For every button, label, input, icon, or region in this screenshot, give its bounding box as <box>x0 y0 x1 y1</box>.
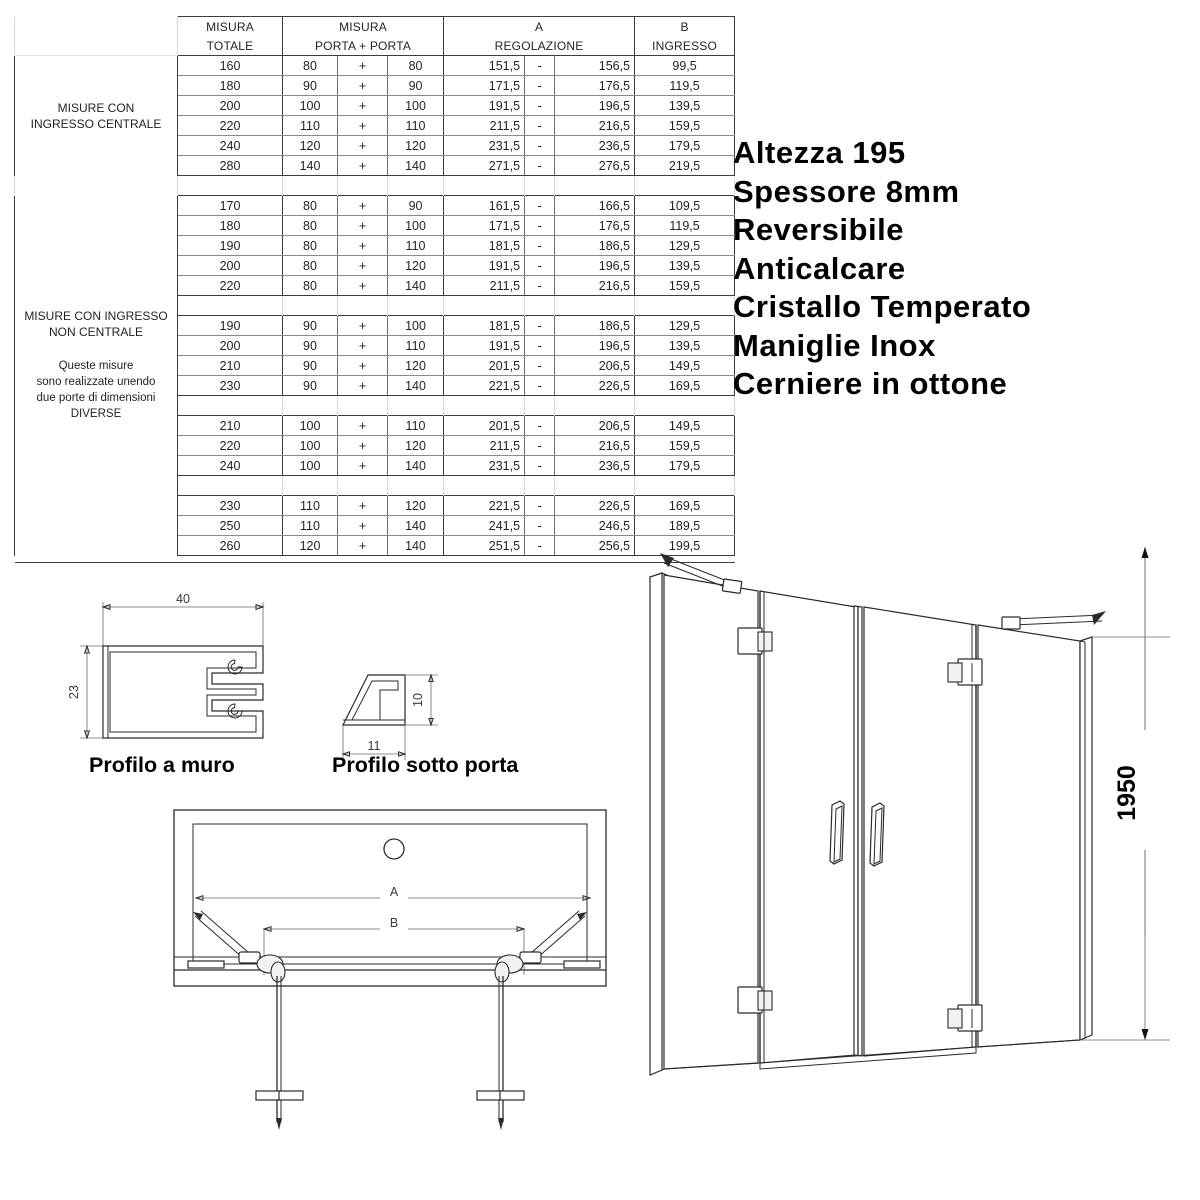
cell-a-min: 161,5 <box>444 196 525 216</box>
cell-a-max: 216,5 <box>555 436 635 456</box>
header-misura-porta-bottom: PORTA + PORTA <box>283 36 444 56</box>
cell-a-max: 166,5 <box>555 196 635 216</box>
wall-profile-drawing <box>67 592 263 777</box>
hinge-right-bottom <box>948 1005 982 1031</box>
cell-a-dash: - <box>525 376 555 396</box>
header-misura-totale-bottom: TOTALE <box>178 36 283 56</box>
door-bottom-profile-section <box>343 675 405 725</box>
cell-porta1: 110 <box>283 116 338 136</box>
cell-b: 139,5 <box>635 336 735 356</box>
cell-a-dash: - <box>525 436 555 456</box>
spacer-cell <box>338 176 388 196</box>
cell-b: 149,5 <box>635 356 735 376</box>
section1-label-line1: MISURE CON <box>57 100 135 115</box>
cell-a-min: 241,5 <box>444 516 525 536</box>
plan-dimension-b-label: B <box>389 916 399 930</box>
cell-plus: + <box>338 76 388 96</box>
header-misura-totale-top: MISURA <box>178 17 283 37</box>
wall-profile-height-label: 23 <box>67 685 81 699</box>
spacer-cell <box>283 476 338 496</box>
cell-a-dash: - <box>525 216 555 236</box>
spec-line-altezza: Altezza 195 <box>733 135 906 170</box>
cell-b: 129,5 <box>635 236 735 256</box>
cell-a-max: 156,5 <box>555 56 635 76</box>
cell-totale: 250 <box>178 516 283 536</box>
cell-porta1: 80 <box>283 196 338 216</box>
cell-b: 199,5 <box>635 536 735 556</box>
section1-label-line2: INGRESSO CENTRALE <box>30 116 162 131</box>
spacer-cell <box>15 176 178 196</box>
cell-porta2: 110 <box>388 236 444 256</box>
cell-a-dash: - <box>525 236 555 256</box>
wall-profile-width-label: 40 <box>176 592 190 606</box>
cell-totale: 240 <box>178 456 283 476</box>
section2-label <box>15 196 178 556</box>
cell-plus: + <box>338 256 388 276</box>
spacer-cell <box>555 396 635 416</box>
bottom-cell <box>15 556 178 563</box>
cell-totale: 200 <box>178 256 283 276</box>
cell-porta2: 110 <box>388 116 444 136</box>
plan-right-open-door <box>498 976 504 1130</box>
cell-b: 159,5 <box>635 276 735 296</box>
spacer-cell <box>388 476 444 496</box>
cell-a-dash: - <box>525 256 555 276</box>
cell-b: 119,5 <box>635 76 735 96</box>
spacer-cell <box>283 296 338 316</box>
spacer-cell <box>338 296 388 316</box>
cell-a-dash: - <box>525 456 555 476</box>
cell-a-min: 211,5 <box>444 436 525 456</box>
spacer-cell <box>283 176 338 196</box>
spacer-cell <box>388 176 444 196</box>
cell-a-max: 276,5 <box>555 156 635 176</box>
plan-left-handle <box>256 1091 303 1100</box>
cell-totale: 210 <box>178 416 283 436</box>
spacer-cell <box>525 296 555 316</box>
cell-a-dash: - <box>525 96 555 116</box>
right-fixed-glass-panel <box>978 625 1080 1047</box>
cell-porta1: 120 <box>283 136 338 156</box>
wall-profile-caption: Profilo a muro <box>89 753 235 777</box>
cell-a-min: 191,5 <box>444 256 525 276</box>
cell-a-max: 186,5 <box>555 236 635 256</box>
spacer-cell <box>178 476 283 496</box>
cell-b: 189,5 <box>635 516 735 536</box>
cell-plus: + <box>338 376 388 396</box>
cell-a-min: 211,5 <box>444 276 525 296</box>
cell-porta1: 90 <box>283 316 338 336</box>
cell-b: 139,5 <box>635 96 735 116</box>
cell-a-dash: - <box>525 336 555 356</box>
cell-totale: 190 <box>178 316 283 336</box>
cell-a-max: 226,5 <box>555 376 635 396</box>
cell-a-max: 176,5 <box>555 216 635 236</box>
cell-porta2: 90 <box>388 196 444 216</box>
cell-a-min: 221,5 <box>444 376 525 396</box>
right-wall-post <box>1080 637 1092 1040</box>
wall-profile-section <box>103 646 263 738</box>
cell-a-max: 186,5 <box>555 316 635 336</box>
cell-plus: + <box>338 496 388 516</box>
cell-a-max: 246,5 <box>555 516 635 536</box>
cell-porta1: 80 <box>283 216 338 236</box>
cell-b: 129,5 <box>635 316 735 336</box>
cell-a-max: 216,5 <box>555 276 635 296</box>
cell-porta1: 80 <box>283 276 338 296</box>
hinge-left-top <box>738 628 772 654</box>
header-b-top: B <box>635 17 735 37</box>
cell-porta2: 100 <box>388 96 444 116</box>
cell-porta2: 120 <box>388 256 444 276</box>
cell-a-dash: - <box>525 516 555 536</box>
header-corner-cell-2 <box>15 36 178 56</box>
cell-porta1: 120 <box>283 536 338 556</box>
cell-porta2: 100 <box>388 216 444 236</box>
cell-totale: 190 <box>178 236 283 256</box>
cell-plus: + <box>338 316 388 336</box>
centre-meeting-stiles <box>854 606 862 1056</box>
cell-totale: 220 <box>178 276 283 296</box>
cell-porta2: 140 <box>388 156 444 176</box>
spacer-cell <box>338 396 388 416</box>
plan-right-stabilizer-bar <box>520 911 587 963</box>
cell-a-dash: - <box>525 316 555 336</box>
section2-label-line1: MISURE CON INGRESSO <box>24 308 168 323</box>
spec-line-spessore: Spessore 8mm <box>733 173 960 209</box>
cell-a-dash: - <box>525 276 555 296</box>
stabilizer-bar-right <box>1002 611 1106 629</box>
spacer-cell <box>388 296 444 316</box>
cell-plus: + <box>338 136 388 156</box>
plan-left-stabilizer-bar <box>193 911 260 963</box>
cell-porta2: 140 <box>388 376 444 396</box>
cell-plus: + <box>338 356 388 376</box>
cell-a-dash: - <box>525 136 555 156</box>
table-bottom-row <box>15 556 735 563</box>
cell-b: 179,5 <box>635 136 735 156</box>
cell-porta2: 140 <box>388 536 444 556</box>
plan-dimension-b <box>264 916 524 975</box>
cell-porta1: 140 <box>283 156 338 176</box>
cell-plus: + <box>338 216 388 236</box>
cell-a-min: 201,5 <box>444 356 525 376</box>
cell-porta1: 100 <box>283 456 338 476</box>
plan-dimension-a <box>196 885 590 900</box>
header-b-bottom: INGRESSO <box>635 36 735 56</box>
spacer-cell <box>635 296 735 316</box>
cell-a-dash: - <box>525 496 555 516</box>
spacer-cell <box>444 396 525 416</box>
cell-porta1: 100 <box>283 436 338 456</box>
hinge-left-bottom <box>738 987 772 1013</box>
cell-b: 119,5 <box>635 216 735 236</box>
hinge-right-top <box>948 659 982 685</box>
cell-totale: 200 <box>178 336 283 356</box>
cell-a-min: 171,5 <box>444 216 525 236</box>
cell-totale: 280 <box>178 156 283 176</box>
cell-b: 179,5 <box>635 456 735 476</box>
cell-a-min: 221,5 <box>444 496 525 516</box>
cell-totale: 180 <box>178 76 283 96</box>
section2-note-line1: Queste misure <box>58 359 134 372</box>
spec-line-cerniere: Cerniere in ottone <box>733 366 1008 401</box>
plan-left-door-assembly <box>193 911 303 1130</box>
cell-totale: 170 <box>178 196 283 216</box>
cell-a-max: 236,5 <box>555 456 635 476</box>
spacer-cell <box>444 176 525 196</box>
spacer-cell <box>555 176 635 196</box>
cell-a-max: 256,5 <box>555 536 635 556</box>
section1-label <box>15 56 178 176</box>
cell-plus: + <box>338 236 388 256</box>
cell-a-max: 236,5 <box>555 136 635 156</box>
plan-dimension-a-label: A <box>389 885 399 899</box>
spacer-cell <box>555 296 635 316</box>
cell-plus: + <box>338 96 388 116</box>
cell-plus: + <box>338 416 388 436</box>
spacer-cell <box>635 476 735 496</box>
cell-a-dash: - <box>525 76 555 96</box>
cell-porta2: 110 <box>388 336 444 356</box>
cell-a-max: 196,5 <box>555 96 635 116</box>
cell-plus: + <box>338 436 388 456</box>
cell-a-min: 271,5 <box>444 156 525 176</box>
cell-a-min: 211,5 <box>444 116 525 136</box>
cell-totale: 220 <box>178 436 283 456</box>
cell-a-max: 196,5 <box>555 256 635 276</box>
cell-porta1: 90 <box>283 76 338 96</box>
spacer-cell <box>525 476 555 496</box>
table-row <box>15 196 735 216</box>
cell-b: 109,5 <box>635 196 735 216</box>
spec-line-cristallo: Cristallo Temperato <box>733 289 1032 324</box>
table-header-row-top <box>15 17 735 37</box>
spacer-cell <box>635 396 735 416</box>
cell-porta2: 120 <box>388 436 444 456</box>
door-bottom-profile-drawing <box>332 675 519 777</box>
cell-a-min: 231,5 <box>444 456 525 476</box>
cell-plus: + <box>338 156 388 176</box>
left-door-handle <box>830 801 844 864</box>
cell-totale: 230 <box>178 376 283 396</box>
door-bottom-profile-height-dimension <box>405 675 438 725</box>
spacer-cell <box>178 296 283 316</box>
spec-line-maniglie: Maniglie Inox <box>733 327 936 363</box>
plan-left-open-door <box>276 976 282 1130</box>
cell-porta1: 100 <box>283 416 338 436</box>
cell-plus: + <box>338 116 388 136</box>
cell-porta2: 140 <box>388 276 444 296</box>
cell-porta1: 90 <box>283 376 338 396</box>
cell-porta2: 140 <box>388 456 444 476</box>
cell-totale: 260 <box>178 536 283 556</box>
elevation-isometric-drawing <box>640 535 1200 1185</box>
header-a-bottom: REGOLAZIONE <box>444 36 635 56</box>
spacer-cell <box>388 396 444 416</box>
cell-b: 159,5 <box>635 116 735 136</box>
cell-a-dash: - <box>525 536 555 556</box>
cell-b: 99,5 <box>635 56 735 76</box>
cell-porta1: 80 <box>283 236 338 256</box>
cell-b: 219,5 <box>635 156 735 176</box>
spacer-cell <box>338 476 388 496</box>
cell-porta2: 80 <box>388 56 444 76</box>
table-header-row-bottom <box>15 36 735 56</box>
cell-totale: 240 <box>178 136 283 156</box>
cell-a-min: 171,5 <box>444 76 525 96</box>
header-a-top: A <box>444 17 635 37</box>
profile-details-drawing <box>60 580 640 790</box>
cell-totale: 230 <box>178 496 283 516</box>
cell-a-min: 181,5 <box>444 236 525 256</box>
section2-note-line3: due porte di dimensioni <box>36 391 156 404</box>
cell-porta1: 80 <box>283 256 338 276</box>
cell-porta2: 110 <box>388 416 444 436</box>
spacer-cell <box>555 476 635 496</box>
cell-a-max: 196,5 <box>555 336 635 356</box>
cell-porta1: 90 <box>283 356 338 376</box>
cell-a-min: 231,5 <box>444 136 525 156</box>
spacer-cell <box>178 176 283 196</box>
cell-totale: 180 <box>178 216 283 236</box>
measurements-table-container <box>14 16 718 563</box>
cell-porta2: 140 <box>388 516 444 536</box>
cell-a-dash: - <box>525 416 555 436</box>
measurements-table <box>14 16 735 563</box>
cell-a-min: 201,5 <box>444 416 525 436</box>
cell-a-dash: - <box>525 56 555 76</box>
cell-b: 169,5 <box>635 376 735 396</box>
spacer-cell <box>525 176 555 196</box>
cell-b: 169,5 <box>635 496 735 516</box>
cell-totale: 210 <box>178 356 283 376</box>
cell-a-min: 191,5 <box>444 336 525 356</box>
header-misura-porta-top: MISURA <box>283 17 444 37</box>
cell-a-min: 151,5 <box>444 56 525 76</box>
cell-plus: + <box>338 196 388 216</box>
cell-a-min: 251,5 <box>444 536 525 556</box>
spacer-cell <box>283 396 338 416</box>
cell-a-dash: - <box>525 196 555 216</box>
plan-view-drawing <box>160 800 620 1140</box>
header-corner-cell <box>15 17 178 37</box>
cell-plus: + <box>338 56 388 76</box>
cell-porta1: 110 <box>283 496 338 516</box>
cell-porta1: 110 <box>283 516 338 536</box>
cell-b: 139,5 <box>635 256 735 276</box>
door-bottom-profile-caption: Profilo sotto porta <box>332 753 519 777</box>
cell-porta2: 120 <box>388 356 444 376</box>
spacer-cell <box>444 476 525 496</box>
cell-a-max: 226,5 <box>555 496 635 516</box>
product-specifications <box>733 134 1031 404</box>
cell-a-dash: - <box>525 356 555 376</box>
wall-profile-width-dimension <box>103 592 263 648</box>
spacer-cell <box>635 176 735 196</box>
plan-right-door-assembly <box>477 911 587 1130</box>
door-bottom-profile-width-label: 11 <box>367 739 381 753</box>
cell-porta2: 120 <box>388 136 444 156</box>
section2-note-line2: sono realizzate unendo <box>36 375 156 388</box>
cell-totale: 200 <box>178 96 283 116</box>
cell-porta2: 90 <box>388 76 444 96</box>
cell-totale: 160 <box>178 56 283 76</box>
cell-a-dash: - <box>525 156 555 176</box>
section2-note-line4: DIVERSE <box>70 407 122 420</box>
cell-b: 149,5 <box>635 416 735 436</box>
cell-plus: + <box>338 536 388 556</box>
right-door-handle <box>870 803 884 866</box>
cell-porta1: 80 <box>283 56 338 76</box>
cell-totale: 220 <box>178 116 283 136</box>
cell-plus: + <box>338 336 388 356</box>
table-spacer-row <box>15 176 735 196</box>
cell-plus: + <box>338 456 388 476</box>
plan-right-handle <box>477 1091 524 1100</box>
cell-b: 159,5 <box>635 436 735 456</box>
spec-line-anticalcare: Anticalcare <box>733 250 906 286</box>
cell-a-min: 191,5 <box>444 96 525 116</box>
height-dimension-label: 1950 <box>1113 765 1141 821</box>
section2-label-line2: NON CENTRALE <box>48 324 143 339</box>
cell-porta1: 100 <box>283 96 338 116</box>
cell-a-min: 181,5 <box>444 316 525 336</box>
cell-porta1: 90 <box>283 336 338 356</box>
cell-a-dash: - <box>525 116 555 136</box>
cell-porta2: 100 <box>388 316 444 336</box>
door-bottom-profile-height-label: 10 <box>411 693 425 707</box>
spacer-cell <box>178 396 283 416</box>
cell-a-max: 206,5 <box>555 416 635 436</box>
cell-porta2: 120 <box>388 496 444 516</box>
spec-line-reversibile: Reversibile <box>733 212 904 247</box>
cell-a-max: 176,5 <box>555 76 635 96</box>
cell-plus: + <box>338 516 388 536</box>
cell-a-max: 206,5 <box>555 356 635 376</box>
cell-plus: + <box>338 276 388 296</box>
spacer-cell <box>525 396 555 416</box>
table-row <box>15 56 735 76</box>
cell-a-max: 216,5 <box>555 116 635 136</box>
spacer-cell <box>444 296 525 316</box>
